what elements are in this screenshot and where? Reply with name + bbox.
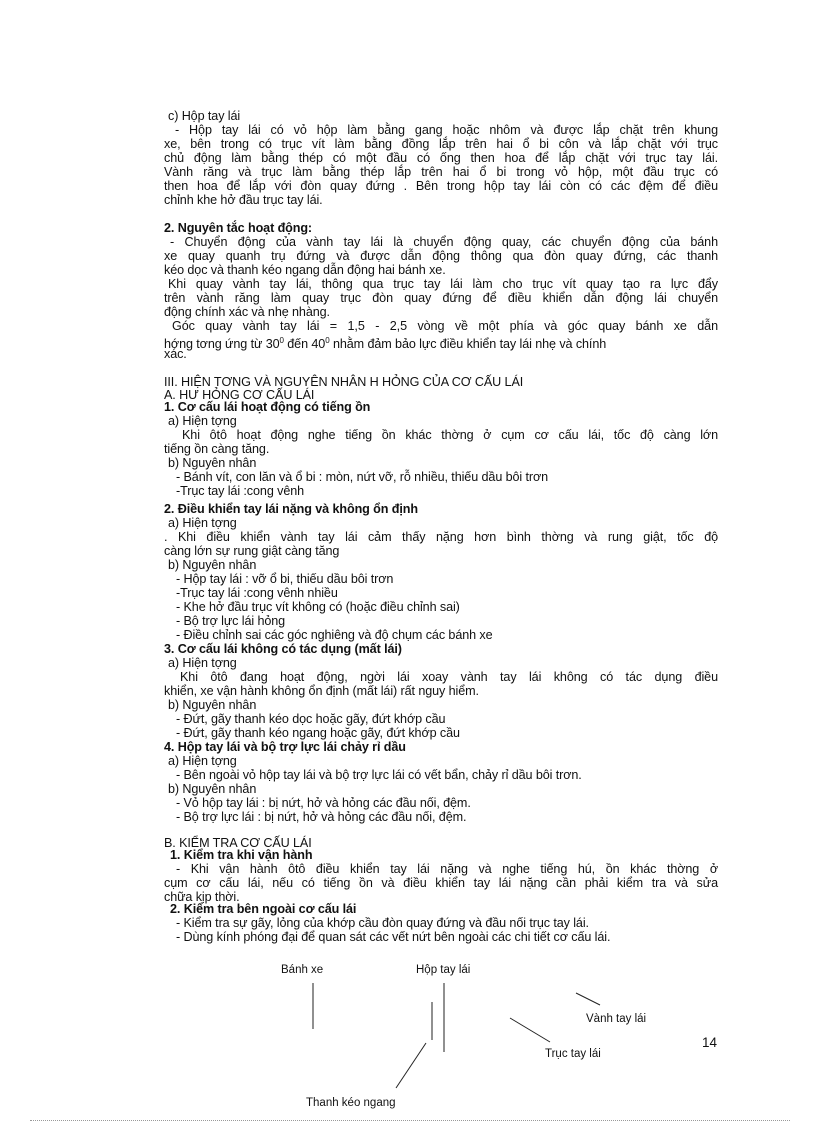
paragraph-line: Vành răng và trục làm bằng thép lắp trên hai ổ bi trong vỏ hộp, một đầu trục có (164, 165, 718, 179)
list-line: càng lớn sự rung giật càng tăng (164, 544, 340, 558)
list-line: - Khe hở đầu trục vít không có (hoặc điều chỉnh sai) (176, 600, 460, 614)
text-fragment: nhằm đảm bảo lực điều khiển tay lái nhẹ và chính (329, 337, 607, 352)
item-b1-title: 1. Kiểm tra khi vận hành (170, 848, 313, 862)
page-bottom-dotted-rule (30, 1120, 790, 1121)
list-line: - Bánh vít, con lăn và ổ bi : mòn, nứt vỡ, rỗ nhiều, thiếu dầu bôi trơn (176, 470, 549, 484)
paragraph-line: - Hộp tay lái có vỏ hộp làm bằng gang hoặc nhôm và được lắp chặt trên khung (175, 123, 718, 137)
text-fragment: đến 40 (283, 337, 326, 352)
list-line: Khi ôtô hoạt động nghe tiếng ồn khác thờng ở cụm cơ cấu lái, tốc độ càng lớn (182, 428, 718, 442)
paragraph-line: động chính xác và nhẹ nhàng. (164, 305, 330, 319)
paragraph-line: trên vành răng làm quay trục đòn quay đứng để điều khiển dẫn động lái chuyển (164, 291, 718, 305)
label-thanh-keo-ngang: Thanh kéo ngang (306, 1097, 396, 1109)
section-b-heading: B. KIỂM TRA CƠ CẤU LÁI (164, 836, 312, 850)
label-vanh-tay-lai: Vành tay lái (586, 1013, 647, 1025)
list-line: - Bộ trợ lực lái hỏng (176, 614, 286, 628)
list-line: b) Nguyên nhân (168, 456, 257, 470)
degree-mark: 0 (325, 336, 330, 345)
label-truc-tay-lai: Trục tay lái (545, 1048, 601, 1060)
text-fragment: hớng tơng ứng từ 30 (164, 337, 280, 352)
list-line: . Khi điều khiển vành tay lái cảm thấy nặng hơn bình thờng và rung giật, tốc độ (164, 530, 718, 544)
paragraph-line: chủ động làm bằng thép có một đầu có ống then hoa để lắp chặt với trục tay lái. (164, 151, 718, 165)
list-line: b) Nguyên nhân (168, 782, 257, 796)
list-line: b) Nguyên nhân (168, 558, 257, 572)
list-line: a) Hiện tợng (168, 754, 237, 768)
list-line: chữa kịp thời. (164, 890, 240, 904)
paragraph-line: chỉnh khe hở đầu trục tay lái. (164, 193, 323, 207)
item-b2-title: 2. Kiểm tra bên ngoài cơ cấu lái (170, 902, 357, 916)
list-line: - Đứt, gãy thanh kéo dọc hoặc gãy, đứt khớp cầu (176, 712, 446, 726)
section-c-heading: c) Hộp tay lái (168, 109, 241, 123)
list-line: - Dùng kính phóng đại để quan sát các vết nứt bên ngoài các chi tiết cơ cấu lái. (176, 930, 611, 944)
paragraph-line: kéo dọc và thanh kéo ngang dẫn động hai bánh xe. (164, 263, 446, 277)
leader-line-thanh-keo-ngang (396, 1043, 426, 1088)
subsection-a-heading: A. HƯ HỎNG CƠ CẤU LÁI (164, 388, 315, 402)
list-line: -Trục tay lái :cong vênh (176, 484, 305, 498)
section-3-heading: III. HIỆN TƠNG VÀ NGUYÊN NHÂN H HỎNG CỦA CƠ CẤU LÁI (164, 375, 524, 389)
paragraph-line: xe, bên trong có trục vít làm bằng đồng lắp trên hai ổ bi côn và lắp chặt với trục (164, 137, 718, 151)
list-line: -Trục tay lái :cong vênh nhiều (176, 586, 338, 600)
list-line: b) Nguyên nhân (168, 698, 257, 712)
list-line: - Đứt, gãy thanh kéo ngang hoặc gãy, đứt khớp cầu (176, 726, 460, 740)
list-line: khiển, xe vận hành không ổn định (mất lái) rất nguy hiểm. (164, 684, 479, 698)
degree-mark: 0 (279, 336, 284, 345)
list-line: - Bộ trợ lực lái : bị nứt, hở và hỏng các đầu nối, đệm. (176, 810, 467, 824)
list-line: - Vỏ hộp tay lái : bị nứt, hở và hỏng các đầu nối, đệm. (176, 796, 471, 810)
paragraph-line: Khi quay vành tay lái, thông qua trục tay lái làm cho trục vít quay tạo ra lực đẩy (168, 277, 718, 291)
label-hop-tay-lai: Hộp tay lái (416, 964, 471, 976)
page-number: 14 (702, 1035, 718, 1050)
list-line: a) Hiện tợng (168, 414, 237, 428)
item-1-title: 1. Cơ cấu lái hoạt động có tiếng ồn (164, 400, 371, 414)
list-line: cụm cơ cấu lái, nếu có tiếng ồn và điều khiển tay lái nặng cần phải kiểm tra và sửa (164, 876, 718, 890)
label-banh-xe: Bánh xe (281, 964, 324, 976)
list-line: tiếng ồn càng tăng. (164, 442, 270, 456)
list-line: - Bên ngoài vỏ hộp tay lái và bộ trợ lực lái có vết bẩn, chảy rỉ dầu bôi trơn. (176, 768, 582, 782)
item-2-title: 2. Điều khiển tay lái nặng và không ổn định (164, 502, 418, 516)
paragraph-line: then hoa để lắp với đòn quay đứng . Bên trong hộp tay lái còn có các đệm để điều (164, 179, 718, 193)
paragraph-line: xác. (164, 347, 187, 361)
list-line: - Khi vận hành ôtô điều khiển tay lái nặng và nghe tiếng hú, ồn khác thờng ở (176, 862, 718, 876)
list-line: Khi ôtô đang hoạt động, ngời lái xoay vành tay lái không có tác dụng điều (180, 670, 718, 684)
list-line: - Điều chỉnh sai các góc nghiêng và độ chụm các bánh xe (176, 628, 493, 642)
list-line: - Hộp tay lái : vỡ ổ bi, thiếu dầu bôi trơn (176, 572, 394, 586)
paragraph-line: - Chuyển động của vành tay lái là chuyển động quay, các chuyển động của bánh (170, 235, 718, 249)
leader-line-truc-tay-lai (510, 1018, 550, 1042)
list-line: a) Hiện tợng (168, 516, 237, 530)
item-4-title: 4. Hộp tay lái và bộ trợ lực lái chảy rỉ dầu (164, 740, 406, 754)
paragraph-line: Góc quay vành tay lái = 1,5 - 2,5 vòng về một phía và góc quay bánh xe dẫn (172, 319, 718, 333)
item-3-title: 3. Cơ cấu lái không có tác dụng (mất lái) (164, 642, 402, 656)
section-2-heading: 2. Nguyên tắc hoạt động: (164, 221, 313, 235)
list-line: - Kiểm tra sự gãy, lỏng của khớp cầu đòn quay đứng và đầu nối trục tay lái. (176, 916, 589, 930)
list-line: a) Hiện tợng (168, 656, 237, 670)
paragraph-line: xe quay quanh trụ đứng và được dẫn động thông qua đòn quay đứng, các thanh (164, 249, 718, 263)
leader-line-vanh-tay-lai (576, 993, 600, 1005)
